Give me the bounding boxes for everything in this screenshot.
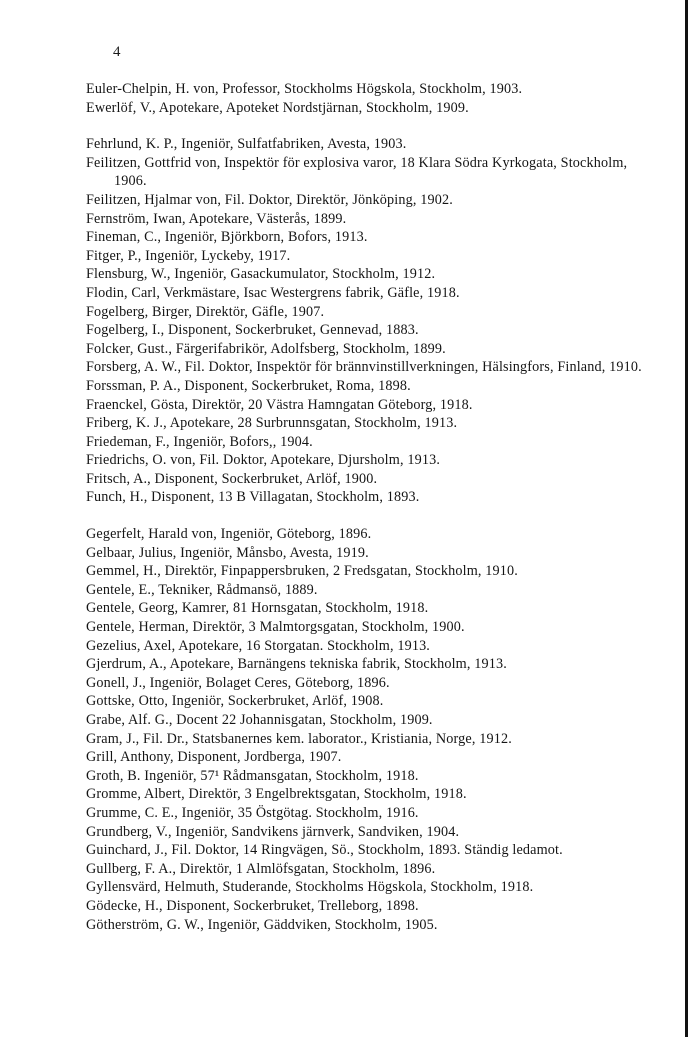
list-item: Gelbaar, Julius, Ingeniör, Månsbo, Avesta, 1919. bbox=[86, 544, 369, 561]
list-item: Gonell, J., Ingeniör, Bolaget Ceres, Göteborg, 1896. bbox=[86, 674, 390, 691]
list-item: Ewerlöf, V., Apotekare, Apoteket Nordstjärnan, Stockholm, 1909. bbox=[86, 99, 469, 116]
list-item: Feilitzen, Hjalmar von, Fil. Doktor, Direktör, Jönköping, 1902. bbox=[86, 191, 453, 208]
list-item: Gegerfelt, Harald von, Ingeniör, Göteborg, 1896. bbox=[86, 526, 372, 543]
list-item: Fehrlund, K. P., Ingeniör, Sulfatfabriken, Avesta, 1903. bbox=[86, 136, 407, 153]
list-item: Gottske, Otto, Ingeniör, Sockerbruket, Arlöf, 1908. bbox=[86, 693, 384, 710]
list-item: Forssman, P. A., Disponent, Sockerbruket, Roma, 1898. bbox=[86, 377, 411, 394]
member-list bbox=[86, 80, 652, 934]
list-item: Funch, H., Disponent, 13 B Villagatan, Stockholm, 1893. bbox=[86, 489, 420, 506]
list-item: Fineman, C., Ingeniör, Björkborn, Bofors, 1913. bbox=[86, 229, 368, 246]
list-item: Gentele, E., Tekniker, Rådmansö, 1889. bbox=[86, 581, 318, 598]
page-number: 4 bbox=[113, 44, 121, 60]
list-item: Fraenckel, Gösta, Direktör, 20 Västra Hamngatan Göteborg, 1918. bbox=[86, 396, 473, 413]
list-item: Gromme, Albert, Direktör, 3 Engelbrektsgatan, Stockholm, 1918. bbox=[86, 786, 467, 803]
list-item: Gödecke, H., Disponent, Sockerbruket, Trelleborg, 1898. bbox=[86, 897, 419, 914]
list-item: Grill, Anthony, Disponent, Jordberga, 1907. bbox=[86, 749, 342, 766]
list-item: Fritsch, A., Disponent, Sockerbruket, Arlöf, 1900. bbox=[86, 470, 378, 487]
list-item: Gentele, Herman, Direktör, 3 Malmtorgsgatan, Stockholm, 1900. bbox=[86, 619, 465, 636]
list-item: Flensburg, W., Ingeniör, Gasackumulator, Stockholm, 1912. bbox=[86, 266, 436, 283]
list-item: Grundberg, V., Ingeniör, Sandvikens järnverk, Sandviken, 1904. bbox=[86, 823, 460, 840]
list-item: Flodin, Carl, Verkmästare, Isac Westergrens fabrik, Gäfle, 1918. bbox=[86, 284, 460, 301]
list-item: Gentele, Georg, Kamrer, 81 Hornsgatan, Stockholm, 1918. bbox=[86, 600, 429, 617]
list-item: Fernström, Iwan, Apotekare, Västerås, 1899. bbox=[86, 210, 347, 227]
list-item: Friedrichs, O. von, Fil. Doktor, Apotekare, Djursholm, 1913. bbox=[86, 452, 441, 469]
list-item: Friberg, K. J., Apotekare, 28 Surbrunnsgatan, Stockholm, 1913. bbox=[86, 415, 458, 432]
list-item: Groth, B. Ingeniör, 57¹ Rådmansgatan, Stockholm, 1918. bbox=[86, 767, 419, 784]
list-item: Forsberg, A. W., Fil. Doktor, Inspektör för brännvinstillverkningen, Hälsingfors, Finland, 1910. bbox=[86, 359, 642, 376]
list-item: Gjerdrum, A., Apotekare, Barnängens tekniska fabrik, Stockholm, 1913. bbox=[86, 656, 507, 673]
list-item: Gezelius, Axel, Apotekare, 16 Storgatan. Stockholm, 1913. bbox=[86, 637, 431, 654]
list-item: Grabe, Alf. G., Docent 22 Johannisgatan, Stockholm, 1909. bbox=[86, 712, 433, 728]
list-item: Fogelberg, I., Disponent, Sockerbruket, Gennevad, 1883. bbox=[86, 322, 419, 339]
list-item: Gullberg, F. A., Direktör, 1 Almlöfsgatan, Stockholm, 1896. bbox=[86, 860, 436, 877]
list-item: Gyllensvärd, Helmuth, Studerande, Stockholms Högskola, Stockholm, 1918. bbox=[86, 879, 534, 896]
list-item: Götherström, G. W., Ingeniör, Gäddviken, Stockholm, 1905. bbox=[86, 916, 438, 933]
list-item: Grumme, C. E., Ingeniör, 35 Östgötag. Stockholm, 1916. bbox=[86, 804, 419, 821]
list-item: Friedeman, F., Ingeniör, Bofors,, 1904. bbox=[86, 433, 313, 450]
list-item: Guinchard, J., Fil. Doktor, 14 Ringvägen, Sö., Stockholm, 1893. Ständig ledamot. bbox=[86, 842, 563, 859]
list-item: Fitger, P., Ingeniör, Lyckeby, 1917. bbox=[86, 247, 291, 264]
list-item: Feilitzen, Gottfrid von, Inspektör för explosiva varor, 18 Klara Södra Kyrkogata, Stockholm, 1906. bbox=[86, 154, 628, 190]
list-item: Gram, J., Fil. Dr., Statsbanernes kem. laborator., Kristiania, Norge, 1912. bbox=[86, 730, 512, 747]
list-item: Gemmel, H., Direktör, Finpappersbruken, 2 Fredsgatan, Stockholm, 1910. bbox=[86, 563, 518, 580]
list-item: Folcker, Gust., Färgerifabrikör, Adolfsberg, Stockholm, 1899. bbox=[86, 340, 446, 357]
list-item: Fogelberg, Birger, Direktör, Gäfle, 1907. bbox=[86, 303, 325, 320]
list-item: Euler-Chelpin, H. von, Professor, Stockholms Högskola, Stockholm, 1903. bbox=[86, 81, 523, 97]
